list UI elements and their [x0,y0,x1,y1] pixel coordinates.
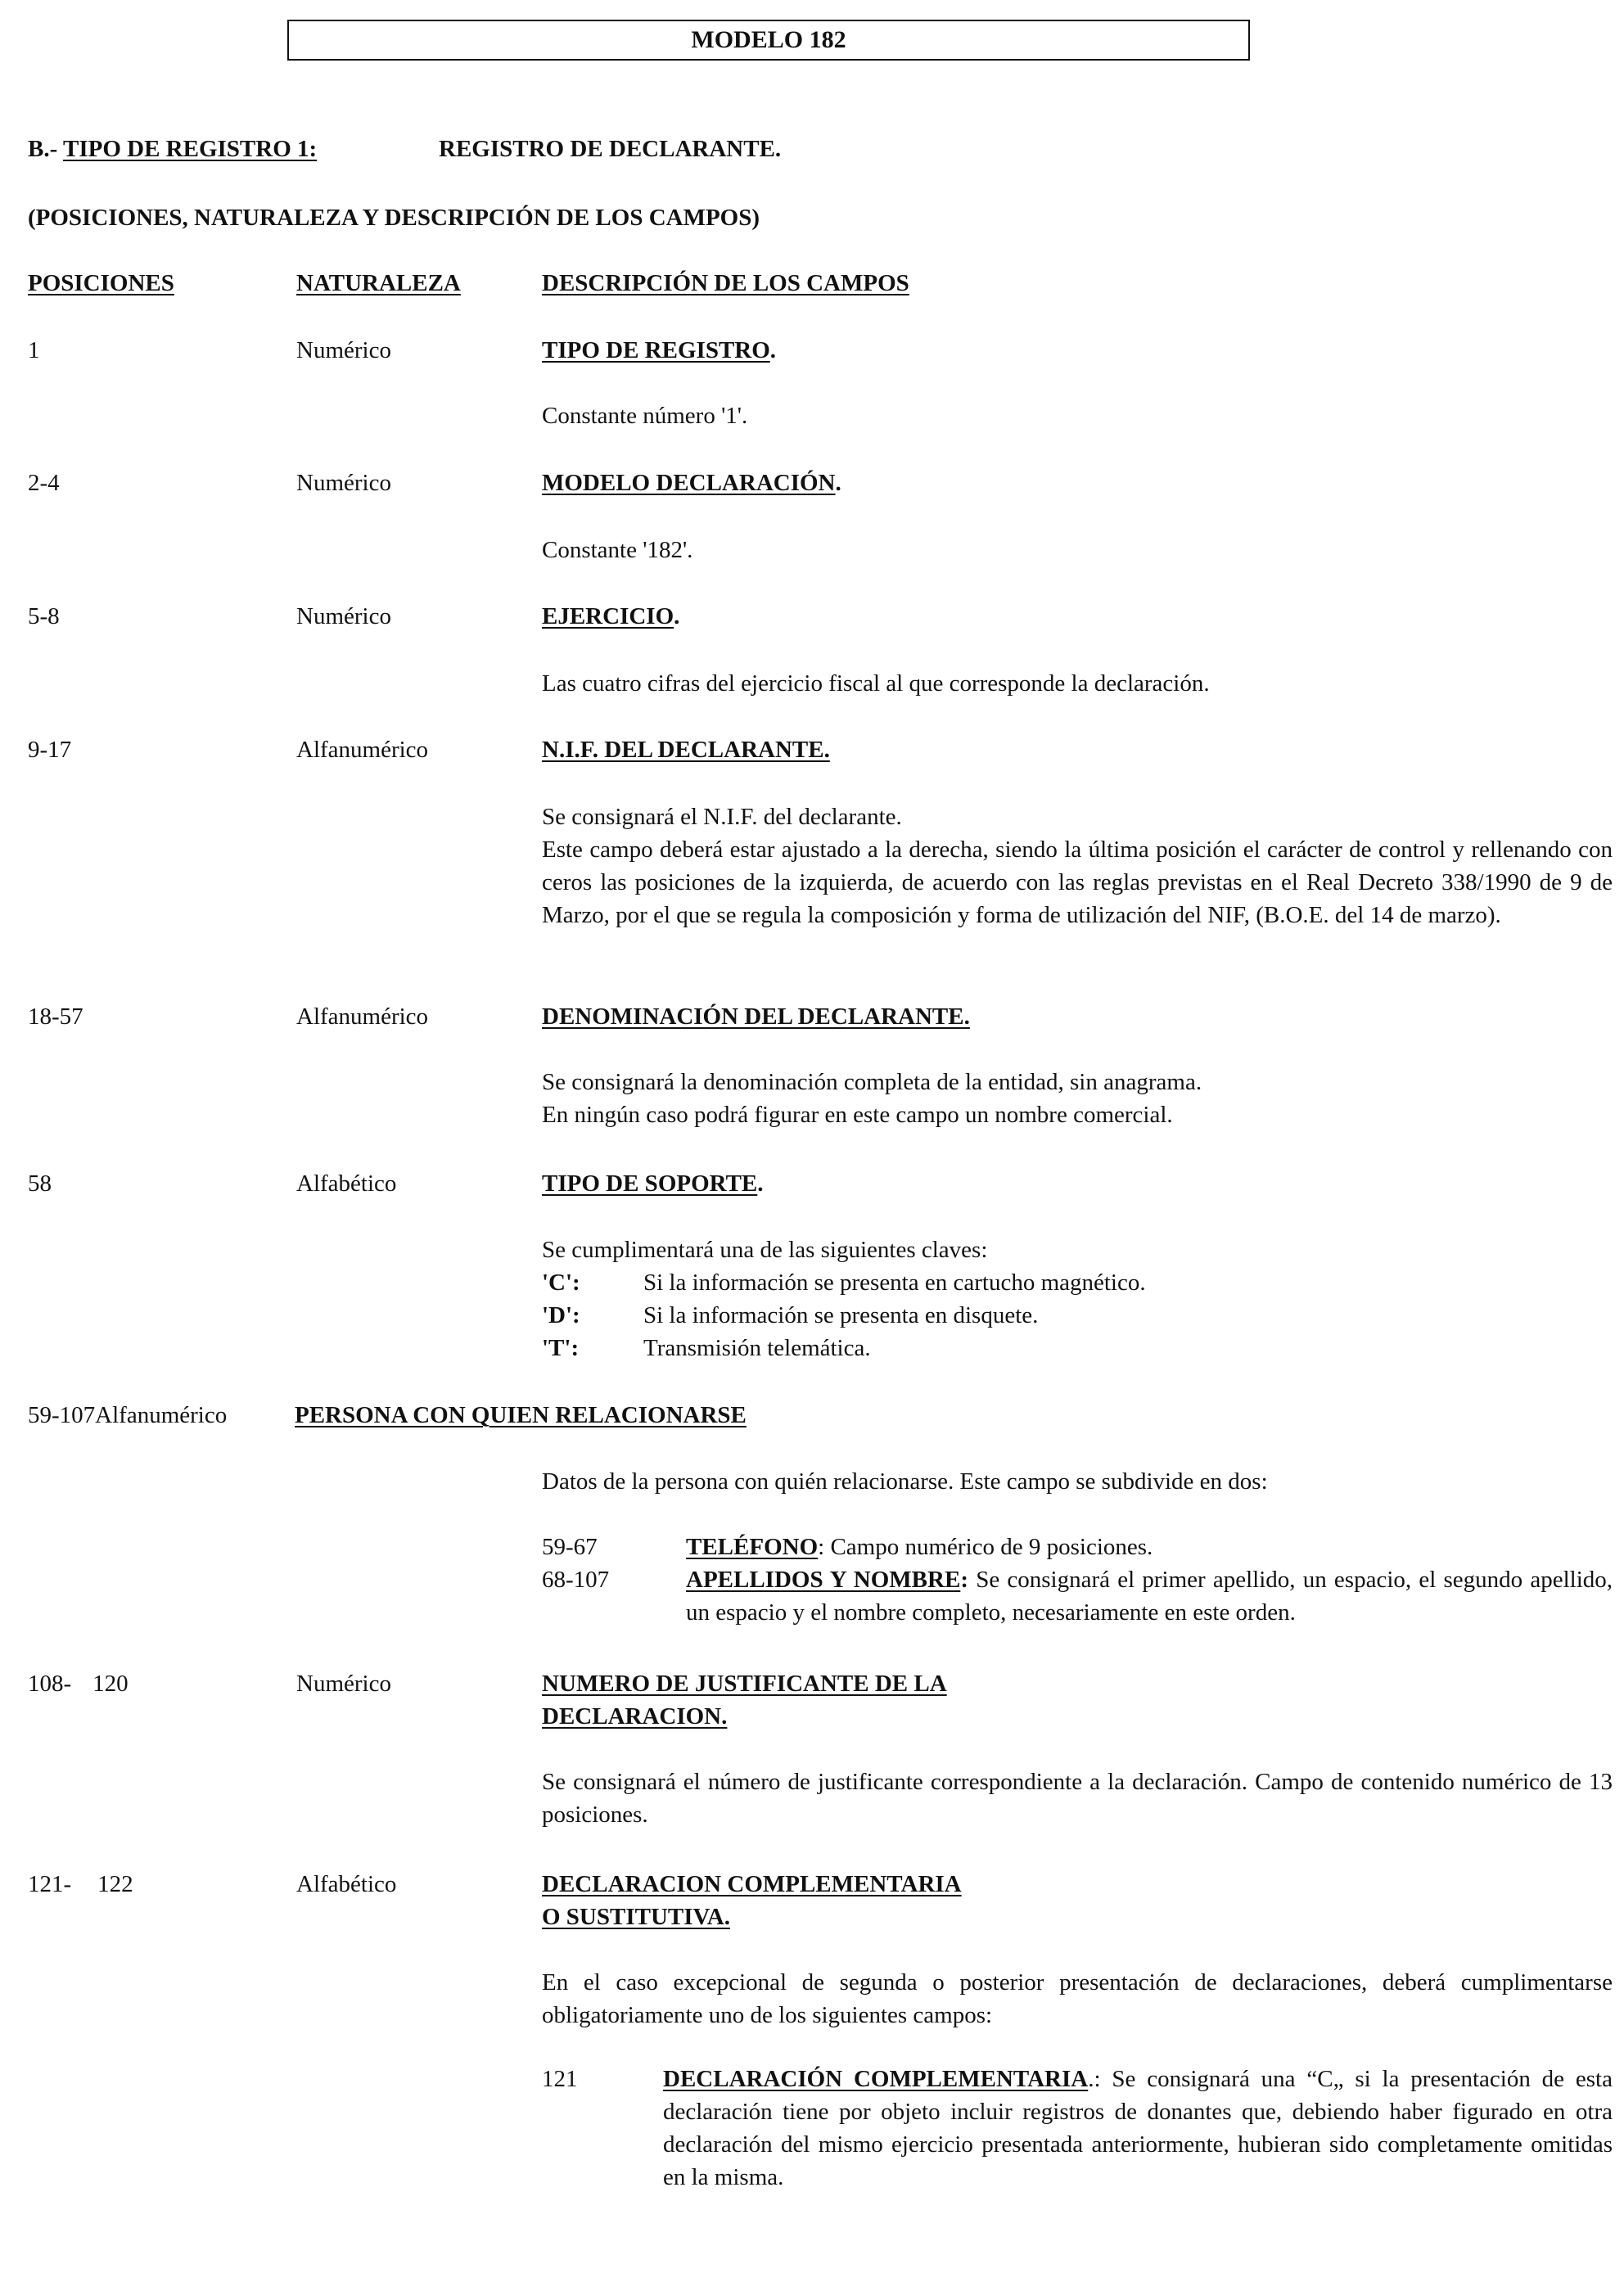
field-nature: Alfabético [296,1871,397,1897]
subfield-description: DECLARACIÓN COMPLEMENTARIA.: Se consignará una “C„ si la presentación de esta declaración tiene por objeto incluir registros de donantes que, debiendo haber figurado en otra declaración del mismo ejercicio presentada anteriormente, hubieran sido completamente omitidas en la misma. [663,2066,1613,2190]
field-position: 59-107 [28,1402,96,1428]
field-description: Se consignará el número de justificante correspondiente a la declaración. Campo de contenido numérico de 13 posiciones. [542,1769,1613,1828]
field-title: DECLARACION COMPLEMENTARIA [542,1871,962,1897]
field-nature: Alfanumérico [296,737,429,763]
subfield-description: APELLIDOS Y NOMBRE: Se consignará el primer apellido, un espacio, el segundo apellido, un espacio y el nombre completo, necesariamente en este orden. [686,1567,1613,1626]
page-title: MODELO 182 [287,20,1250,61]
field-position-nature [28,1399,227,1432]
field-description: Se consignará la denominación completa de la entidad, sin anagrama. [542,1069,1202,1095]
field-position: 1 [28,337,40,363]
field-title: DECLARACION. [542,1703,728,1730]
field-nature: Alfabético [296,1170,397,1197]
field-description: En ningún caso podrá figurar en este campo un nombre comercial. [542,1102,1173,1128]
field-nature: Numérico [296,603,391,629]
column-header-positions: POSICIONES [28,270,174,296]
field-title: TIPO DE SOPORTE. [542,1170,764,1197]
field-title: MODELO DECLARACIÓN. [542,470,841,496]
subfield-position: 59-67 [542,1534,598,1560]
subfield-position: 121 [542,2066,578,2092]
field-description: Constante número '1'. [542,403,748,429]
field-position: 5-8 [28,603,60,629]
field-description: En el caso excepcional de segunda o posterior presentación de declaraciones, deberá cumplimentarse obligatoriamente uno de los siguientes campos: [542,1969,1613,2028]
field-nature: Numérico [296,337,391,363]
section-record-name: REGISTRO DE DECLARANTE. [439,136,782,162]
field-description: Datos de la persona con quién relacionarse. Este campo se subdivide en dos: [542,1468,1268,1495]
field-position: 58 [28,1170,52,1197]
field-nature: Alfanumérico [296,1003,429,1030]
field-position: 121- 122 [28,1871,133,1897]
column-header-nature: NATURALEZA [296,270,461,296]
key-description: Si la información se presenta en cartucho magnético. [643,1270,1146,1296]
key-description: Si la información se presenta en disquete. [643,1302,1039,1328]
field-description: Este campo deberá estar ajustado a la derecha, siendo la última posición el carácter de control y rellenando con ceros las posiciones de la izquierda, de acuerdo con las reglas previstas en el Real Decreto 338/1990 de 9 de Marzo, por el que se regula la composición y forma de utilización del NIF, (B.O.E. del 14 de marzo). [542,837,1613,928]
subfield-description: TELÉFONO: Campo numérico de 9 posiciones. [686,1534,1153,1560]
field-position: 2-4 [28,470,60,496]
section-prefix: B.- [28,136,58,162]
field-title: TIPO DE REGISTRO. [542,337,777,363]
field-description: Constante '182'. [542,537,693,563]
section-heading [28,133,317,165]
key-code: 'D': [542,1302,580,1328]
field-position: 9-17 [28,737,72,763]
field-title: PERSONA CON QUIEN RELACIONARSE [295,1402,747,1428]
field-description: Se consignará el N.I.F. del declarante. [542,804,902,830]
key-code: 'C': [542,1270,580,1296]
section-subtitle: (POSICIONES, NATURALEZA Y DESCRIPCIÓN DE LOS CAMPOS) [28,205,760,231]
field-description: Las cuatro cifras del ejercicio fiscal al que corresponde la declaración. [542,670,1210,697]
key-description: Transmisión telemática. [643,1335,871,1361]
subfield-position: 68-107 [542,1567,610,1593]
field-title: NUMERO DE JUSTIFICANTE DE LA [542,1671,947,1697]
field-nature: Numérico [296,470,391,496]
field-title: EJERCICIO. [542,603,680,629]
field-nature: Alfanumérico [95,1402,228,1428]
field-nature: Numérico [296,1671,391,1697]
field-position: 18-57 [28,1003,83,1030]
field-title: N.I.F. DEL DECLARANTE. [542,737,830,763]
field-title: DENOMINACIÓN DEL DECLARANTE. [542,1003,970,1030]
field-description: Se cumplimentará una de las siguientes claves: [542,1237,988,1263]
field-title: O SUSTITUTIVA. [542,1904,730,1930]
column-header-description: DESCRIPCIÓN DE LOS CAMPOS [542,270,909,296]
field-position: 108- 120 [28,1671,129,1697]
section-record-type: TIPO DE REGISTRO 1: [62,136,318,162]
key-code: 'T': [542,1335,580,1361]
